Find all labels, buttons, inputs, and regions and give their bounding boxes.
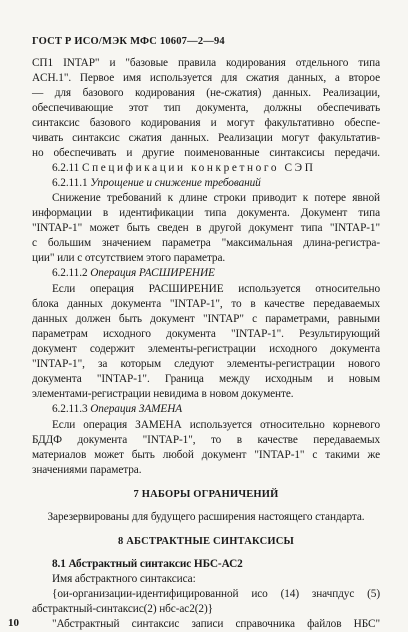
paragraph-line: параметрам исходного документа "INTAP-1". Результирующий: [32, 328, 380, 340]
paragraph-line: "INTAP-1" может быть сведен в другой документ типа "INTAP-1": [32, 222, 380, 234]
paragraph-line: чивать синтаксис сжатия данных. Реализации могут факультатив-: [32, 132, 380, 144]
section-number: 6.2.11.2: [52, 267, 88, 279]
paragraph-line: но обеспечивать и другие поименованные синтаксисы передачи.: [32, 147, 380, 159]
section-heading-8: 8 АБСТРАКТНЫЕ СИНТАКСИСЫ: [117, 536, 295, 547]
paragraph-line: информации в идентификации типа документа. Документ типа: [32, 207, 380, 219]
paragraph-line: элементами-регистрации невидима в новом документе.: [32, 388, 294, 400]
paragraph-line: документ содержит элементы-регистрации исходного документа: [32, 343, 380, 355]
paragraph-line: "INTAP-1", за которым следуют элементы-регистрации нового: [32, 358, 380, 370]
paragraph-line: данных должен быть документ "INTAP" с параметрами, равными: [32, 313, 380, 325]
paragraph-line: ции" или с отсутствием этого параметра.: [32, 252, 226, 264]
paragraph-line: обеспечивающие этот тип документа, должны обеспечивать: [32, 102, 380, 114]
paragraph-line: блока данных документа "INTAP-1", то в качестве передаваемых: [32, 298, 380, 310]
section-heading-8-1: 8.1 Абстрактный синтаксис НБС-АС2: [52, 558, 243, 570]
section-number: 6.2.11: [52, 162, 80, 174]
section-heading-7: 7 НАБОРЫ ОГРАНИЧЕНИЙ: [133, 489, 279, 500]
paragraph-line: Имя абстрактного синтаксиса:: [52, 573, 196, 585]
paragraph-line: материалов может быть любой документ "INTAP-1" с такими же: [32, 449, 380, 461]
paragraph-line: ACH.1". Первое имя используется для сжатия данных, а второе: [32, 72, 380, 84]
paragraph-line: {ои-организации-идентифицированной исо (14) значпдус (5): [52, 588, 380, 600]
paragraph-line: синтаксис базового кодирования и могут факультативно обеспе-: [32, 117, 380, 129]
paragraph-line: абстрактный-синтаксис(2) нбс-ас2(2)}: [32, 603, 213, 615]
paragraph-line: Если операция РАСШИРЕНИЕ используется относительно: [52, 283, 380, 295]
paragraph-line: Если операция ЗАМЕНА используется относительно корневого: [52, 419, 380, 431]
running-header: ГОСТ Р ИСО/МЭК МФС 10607—2—94: [32, 36, 225, 47]
paragraph-line: СП1 INTAP" и "базовые правила кодирования отдельного типа: [32, 57, 380, 69]
section-title: Операция ЗАМЕНА: [90, 403, 183, 415]
section-heading-6-2-11: [52, 161, 380, 176]
paragraph-line: "Абстрактный синтаксис записи справочника файлов НБС": [52, 618, 380, 630]
paragraph-line: с большим значением параметра "максимальная длина-регистра-: [32, 237, 380, 249]
section-title: Операция РАСШИРЕНИЕ: [90, 267, 215, 279]
section-title: Упрощение и снижение требований: [90, 177, 261, 189]
paragraph-line: БДДФ документа "INTAP-1", то в качестве передаваемых: [32, 434, 380, 446]
section-title: Спецификации конкретного СЭП: [81, 162, 316, 174]
paragraph-line: документа "INTAP-1". Граница между исходным и новым: [32, 373, 380, 385]
section-number: 6.2.11.3: [52, 403, 88, 415]
paragraph-line: Снижение требований к длине строки приводит к потере явной: [52, 192, 380, 204]
paragraph-line: значениями параметра.: [32, 464, 142, 476]
section-heading-6-2-11-2: [52, 266, 380, 281]
section-heading-6-2-11-1: [52, 176, 380, 191]
section-number: 6.2.11.1: [52, 177, 88, 189]
paragraph-line: — для базового кодирования (не-сжатия) данных. Реализации,: [32, 87, 380, 99]
page-number: 10: [8, 617, 19, 629]
section-heading-6-2-11-3: [52, 402, 380, 417]
section-7-text: Зарезервированы для будущего расширения настоящего стандарта.: [47, 511, 365, 523]
